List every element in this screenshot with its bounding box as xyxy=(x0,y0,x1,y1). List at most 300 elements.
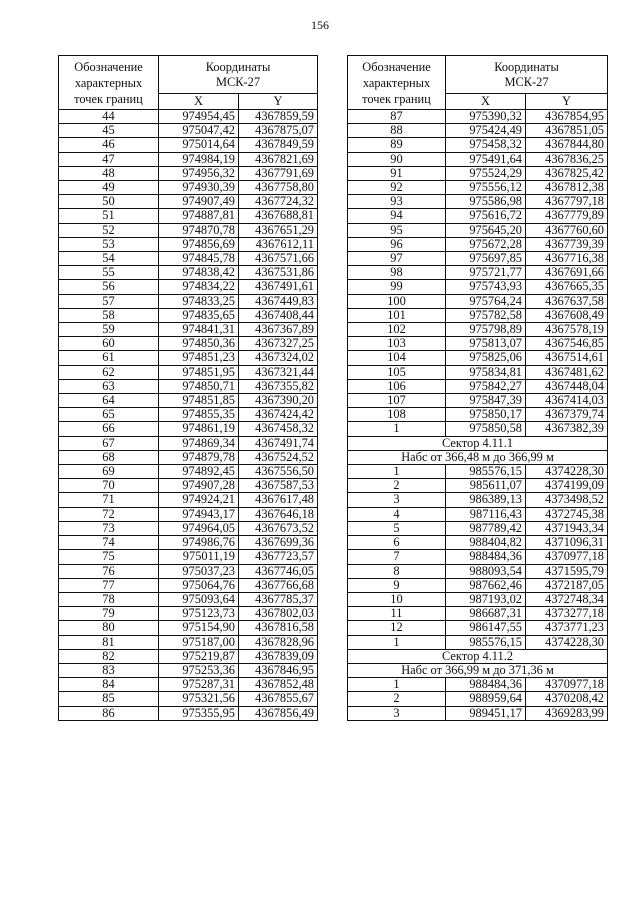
point-number-cell: 90 xyxy=(348,152,446,166)
point-number-cell: 107 xyxy=(348,394,446,408)
y-coordinate-cell: 4367491,61 xyxy=(239,280,318,294)
x-coordinate-cell: 985576,15 xyxy=(446,635,526,649)
y-coordinate-cell: 4367524,52 xyxy=(239,450,318,464)
x-coordinate-cell: 975743,93 xyxy=(446,280,526,294)
table-row xyxy=(59,365,318,379)
table-row xyxy=(59,507,318,521)
y-coordinate-cell: 4367646,18 xyxy=(239,507,318,521)
point-number-cell: 62 xyxy=(59,365,159,379)
y-coordinate-cell: 4367766,68 xyxy=(239,578,318,592)
point-number-cell: 103 xyxy=(348,337,446,351)
y-coordinate-cell: 4367458,32 xyxy=(239,422,318,436)
table-row xyxy=(348,536,608,550)
point-number-cell: 94 xyxy=(348,209,446,223)
x-coordinate-cell: 975424,49 xyxy=(446,124,526,138)
x-coordinate-cell: 975847,39 xyxy=(446,394,526,408)
y-coordinate-cell: 4367785,37 xyxy=(239,592,318,606)
coordinates-title: Координаты xyxy=(205,59,271,74)
x-coordinate-cell: 987193,02 xyxy=(446,592,526,606)
y-header: Y xyxy=(526,94,608,110)
y-coordinate-cell: 4367608,49 xyxy=(526,308,608,322)
point-number-cell: 11 xyxy=(348,607,446,621)
y-coordinate-cell: 4373277,18 xyxy=(526,607,608,621)
x-coordinate-cell: 975524,29 xyxy=(446,166,526,180)
point-number-cell: 44 xyxy=(59,110,159,124)
table-row xyxy=(348,351,608,365)
table-row xyxy=(348,493,608,507)
table-row xyxy=(348,323,608,337)
table-row xyxy=(348,138,608,152)
point-number-cell: 92 xyxy=(348,181,446,195)
table-row xyxy=(59,692,318,706)
y-coordinate-cell: 4367637,58 xyxy=(526,294,608,308)
x-coordinate-cell: 975253,36 xyxy=(159,663,239,677)
x-coordinate-cell: 988404,82 xyxy=(446,536,526,550)
point-number-cell: 67 xyxy=(59,436,159,450)
point-number-cell: 52 xyxy=(59,223,159,237)
table-row xyxy=(59,152,318,166)
x-coordinate-cell: 988484,36 xyxy=(446,550,526,564)
point-number-cell: 73 xyxy=(59,521,159,535)
y-coordinate-cell: 4374228,30 xyxy=(526,465,608,479)
table-row xyxy=(348,521,608,535)
table-row xyxy=(348,110,608,124)
point-number-cell: 64 xyxy=(59,394,159,408)
point-number-cell: 80 xyxy=(59,621,159,635)
point-number-cell: 77 xyxy=(59,578,159,592)
y-coordinate-cell: 4367531,86 xyxy=(239,266,318,280)
point-number-cell: 6 xyxy=(348,536,446,550)
x-coordinate-cell: 974851,85 xyxy=(159,394,239,408)
y-coordinate-cell: 4374228,30 xyxy=(526,635,608,649)
table-row xyxy=(59,465,318,479)
x-coordinate-cell: 975586,98 xyxy=(446,195,526,209)
table-row xyxy=(59,436,318,450)
point-number-cell: 1 xyxy=(348,422,446,436)
point-number-cell: 96 xyxy=(348,237,446,251)
point-number-cell: 99 xyxy=(348,280,446,294)
point-number-cell: 65 xyxy=(59,408,159,422)
x-coordinate-cell: 975616,72 xyxy=(446,209,526,223)
y-coordinate-cell: 4367324,02 xyxy=(239,351,318,365)
point-number-cell: 57 xyxy=(59,294,159,308)
right-table-body xyxy=(348,110,608,721)
y-coordinate-cell: 4367716,38 xyxy=(526,252,608,266)
y-coordinate-cell: 4367760,60 xyxy=(526,223,608,237)
coordinate-system: МСК-27 xyxy=(215,74,261,89)
point-number-cell: 63 xyxy=(59,379,159,393)
x-coordinate-cell: 974924,21 xyxy=(159,493,239,507)
table-row xyxy=(59,479,318,493)
point-number-cell: 58 xyxy=(59,308,159,322)
x-coordinate-cell: 975697,85 xyxy=(446,252,526,266)
point-number-cell: 102 xyxy=(348,323,446,337)
coordinate-system: МСК-27 xyxy=(504,74,549,89)
y-coordinate-cell: 4372187,05 xyxy=(526,578,608,592)
table-row xyxy=(59,237,318,251)
x-coordinate-cell: 975154,90 xyxy=(159,621,239,635)
x-coordinate-cell: 974851,23 xyxy=(159,351,239,365)
x-coordinate-cell: 975813,07 xyxy=(446,337,526,351)
point-number-cell: 72 xyxy=(59,507,159,521)
x-coordinate-cell: 974834,22 xyxy=(159,280,239,294)
y-coordinate-cell: 4371595,79 xyxy=(526,564,608,578)
point-number-cell: 2 xyxy=(348,479,446,493)
table-row xyxy=(348,266,608,280)
coordinates-table-right xyxy=(347,55,608,721)
y-coordinate-cell: 4370977,18 xyxy=(526,678,608,692)
table-row xyxy=(348,209,608,223)
y-coordinate-cell: 4367414,03 xyxy=(526,394,608,408)
x-coordinate-cell: 985611,07 xyxy=(446,479,526,493)
point-number-cell: 46 xyxy=(59,138,159,152)
point-number-cell: 105 xyxy=(348,365,446,379)
y-coordinate-cell: 4367491,74 xyxy=(239,436,318,450)
y-coordinate-cell: 4367851,05 xyxy=(526,124,608,138)
y-coordinate-cell: 4367578,19 xyxy=(526,323,608,337)
y-coordinate-cell: 4367390,20 xyxy=(239,394,318,408)
y-coordinate-cell: 4367665,35 xyxy=(526,280,608,294)
table-row xyxy=(348,507,608,521)
y-coordinate-cell: 4367587,53 xyxy=(239,479,318,493)
y-coordinate-cell: 4367688,81 xyxy=(239,209,318,223)
point-number-cell: 84 xyxy=(59,678,159,692)
point-number-cell: 74 xyxy=(59,536,159,550)
y-coordinate-cell: 4367844,80 xyxy=(526,138,608,152)
x-coordinate-cell: 974845,78 xyxy=(159,252,239,266)
x-coordinate-cell: 975798,89 xyxy=(446,323,526,337)
table-row xyxy=(59,649,318,663)
table-row xyxy=(59,223,318,237)
x-coordinate-cell: 989451,17 xyxy=(446,706,526,720)
point-number-cell: 45 xyxy=(59,124,159,138)
x-coordinate-cell: 975037,23 xyxy=(159,564,239,578)
x-coordinate-cell: 974861,19 xyxy=(159,422,239,436)
x-coordinate-cell: 975287,31 xyxy=(159,678,239,692)
table-row xyxy=(59,280,318,294)
table-row xyxy=(59,166,318,180)
x-coordinate-cell: 975093,64 xyxy=(159,592,239,606)
sector-row xyxy=(348,450,608,464)
table-row xyxy=(59,521,318,535)
y-coordinate-cell: 4367651,29 xyxy=(239,223,318,237)
x-coordinate-cell: 987116,43 xyxy=(446,507,526,521)
point-number-cell: 1 xyxy=(348,465,446,479)
y-coordinate-cell: 4367382,39 xyxy=(526,422,608,436)
table-row xyxy=(348,252,608,266)
y-coordinate-cell: 4367673,52 xyxy=(239,521,318,535)
x-coordinate-cell: 974856,69 xyxy=(159,237,239,251)
table-row xyxy=(348,706,608,720)
x-coordinate-cell: 986389,13 xyxy=(446,493,526,507)
x-coordinate-cell: 974851,95 xyxy=(159,365,239,379)
y-coordinate-cell: 4367839,09 xyxy=(239,649,318,663)
point-number-cell: 71 xyxy=(59,493,159,507)
table-row xyxy=(348,308,608,322)
table-row xyxy=(59,564,318,578)
sector-row xyxy=(348,436,608,450)
x-coordinate-cell: 988093,54 xyxy=(446,564,526,578)
table-row xyxy=(348,592,608,606)
point-number-cell: 3 xyxy=(348,493,446,507)
point-number-cell: 79 xyxy=(59,607,159,621)
y-coordinate-cell: 4372748,34 xyxy=(526,592,608,606)
sector-elevation: Набс от 366,99 м до 371,36 м xyxy=(348,663,608,677)
table-row xyxy=(348,280,608,294)
table-row xyxy=(59,337,318,351)
x-coordinate-cell: 974850,36 xyxy=(159,337,239,351)
point-number-cell: 61 xyxy=(59,351,159,365)
x-coordinate-cell: 986687,31 xyxy=(446,607,526,621)
point-number-cell: 75 xyxy=(59,550,159,564)
coordinates-table-left xyxy=(58,55,318,721)
x-coordinate-cell: 974870,78 xyxy=(159,223,239,237)
table-row xyxy=(348,166,608,180)
y-coordinate-cell: 4367854,95 xyxy=(526,110,608,124)
y-coordinate-cell: 4367367,89 xyxy=(239,323,318,337)
point-number-cell: 76 xyxy=(59,564,159,578)
y-coordinate-cell: 4367327,25 xyxy=(239,337,318,351)
x-coordinate-cell: 974954,45 xyxy=(159,110,239,124)
table-row xyxy=(348,422,608,436)
y-coordinate-cell: 4367825,42 xyxy=(526,166,608,180)
point-number-cell: 78 xyxy=(59,592,159,606)
x-coordinate-cell: 975458,32 xyxy=(446,138,526,152)
point-number-cell: 70 xyxy=(59,479,159,493)
table-row xyxy=(59,592,318,606)
y-coordinate-cell: 4370208,42 xyxy=(526,692,608,706)
x-coordinate-cell: 988959,64 xyxy=(446,692,526,706)
table-row xyxy=(348,394,608,408)
table-row xyxy=(348,408,608,422)
x-coordinate-cell: 974930,39 xyxy=(159,181,239,195)
point-number-cell: 91 xyxy=(348,166,446,180)
point-number-cell: 81 xyxy=(59,635,159,649)
x-header: X xyxy=(159,94,239,110)
point-number-cell: 12 xyxy=(348,621,446,635)
y-coordinate-cell: 4367481,62 xyxy=(526,365,608,379)
table-row xyxy=(348,181,608,195)
table-row xyxy=(348,365,608,379)
point-number-cell: 69 xyxy=(59,465,159,479)
x-coordinate-cell: 974838,42 xyxy=(159,266,239,280)
table-row xyxy=(59,536,318,550)
x-coordinate-cell: 974964,05 xyxy=(159,521,239,535)
point-number-cell: 54 xyxy=(59,252,159,266)
y-coordinate-cell: 4367724,32 xyxy=(239,195,318,209)
y-coordinate-cell: 4367855,67 xyxy=(239,692,318,706)
y-coordinate-cell: 4370977,18 xyxy=(526,550,608,564)
point-number-cell: 93 xyxy=(348,195,446,209)
y-coordinate-cell: 4367379,74 xyxy=(526,408,608,422)
table-row xyxy=(348,294,608,308)
table-row xyxy=(59,351,318,365)
x-coordinate-cell: 975123,73 xyxy=(159,607,239,621)
table-row xyxy=(59,678,318,692)
table-row xyxy=(59,308,318,322)
y-coordinate-cell: 4367836,25 xyxy=(526,152,608,166)
point-number-cell: 97 xyxy=(348,252,446,266)
y-coordinate-cell: 4367617,48 xyxy=(239,493,318,507)
point-number-cell: 95 xyxy=(348,223,446,237)
left-table-body xyxy=(59,110,318,721)
x-coordinate-cell: 975645,20 xyxy=(446,223,526,237)
y-coordinate-cell: 4367612,11 xyxy=(239,237,318,251)
y-coordinate-cell: 4367812,38 xyxy=(526,181,608,195)
y-coordinate-cell: 4367739,39 xyxy=(526,237,608,251)
point-number-cell: 4 xyxy=(348,507,446,521)
table-row xyxy=(348,465,608,479)
point-number-cell: 66 xyxy=(59,422,159,436)
point-number-cell: 8 xyxy=(348,564,446,578)
point-number-cell: 88 xyxy=(348,124,446,138)
point-number-cell: 3 xyxy=(348,706,446,720)
x-coordinate-cell: 975187,00 xyxy=(159,635,239,649)
y-coordinate-cell: 4367791,69 xyxy=(239,166,318,180)
x-coordinate-cell: 974943,17 xyxy=(159,507,239,521)
y-coordinate-cell: 4367746,05 xyxy=(239,564,318,578)
table-row xyxy=(59,266,318,280)
x-coordinate-cell: 974850,71 xyxy=(159,379,239,393)
x-coordinate-cell: 988484,36 xyxy=(446,678,526,692)
x-coordinate-cell: 975672,28 xyxy=(446,237,526,251)
coordinates-header xyxy=(446,56,608,94)
table-row xyxy=(59,181,318,195)
table-row xyxy=(59,394,318,408)
x-coordinate-cell: 975782,58 xyxy=(446,308,526,322)
y-coordinate-cell: 4367514,61 xyxy=(526,351,608,365)
point-number-cell: 101 xyxy=(348,308,446,322)
point-number-cell: 9 xyxy=(348,578,446,592)
point-number-cell: 51 xyxy=(59,209,159,223)
x-coordinate-cell: 975064,76 xyxy=(159,578,239,592)
x-coordinate-cell: 974907,28 xyxy=(159,479,239,493)
table-row xyxy=(59,450,318,464)
table-row xyxy=(348,635,608,649)
sector-row xyxy=(348,649,608,663)
point-number-cell: 2 xyxy=(348,692,446,706)
sector-title: Сектор 4.11.2 xyxy=(348,649,608,663)
x-coordinate-cell: 975764,24 xyxy=(446,294,526,308)
point-number-cell: 108 xyxy=(348,408,446,422)
point-number-cell: 10 xyxy=(348,592,446,606)
point-number-cell: 104 xyxy=(348,351,446,365)
x-coordinate-cell: 974887,81 xyxy=(159,209,239,223)
table-row xyxy=(348,578,608,592)
table-row xyxy=(348,223,608,237)
table-row xyxy=(59,110,318,124)
y-coordinate-cell: 4367424,42 xyxy=(239,408,318,422)
y-coordinate-cell: 4367856,49 xyxy=(239,706,318,720)
x-coordinate-cell: 975556,12 xyxy=(446,181,526,195)
table-row xyxy=(348,479,608,493)
y-coordinate-cell: 4367355,82 xyxy=(239,379,318,393)
y-coordinate-cell: 4372745,38 xyxy=(526,507,608,521)
point-number-cell: 89 xyxy=(348,138,446,152)
y-coordinate-cell: 4369283,99 xyxy=(526,706,608,720)
y-coordinate-cell: 4373771,23 xyxy=(526,621,608,635)
x-coordinate-cell: 975321,56 xyxy=(159,692,239,706)
x-coordinate-cell: 975491,64 xyxy=(446,152,526,166)
y-coordinate-cell: 4367875,07 xyxy=(239,124,318,138)
x-coordinate-cell: 975850,17 xyxy=(446,408,526,422)
point-number-cell: 83 xyxy=(59,663,159,677)
table-row xyxy=(59,635,318,649)
x-coordinate-cell: 975842,27 xyxy=(446,379,526,393)
point-number-cell: 59 xyxy=(59,323,159,337)
x-coordinate-cell: 974892,45 xyxy=(159,465,239,479)
coordinates-title: Координаты xyxy=(494,59,559,74)
table-row xyxy=(348,692,608,706)
y-coordinate-cell: 4367723,57 xyxy=(239,550,318,564)
y-coordinate-cell: 4367758,80 xyxy=(239,181,318,195)
x-coordinate-cell: 975047,42 xyxy=(159,124,239,138)
x-coordinate-cell: 974833,25 xyxy=(159,294,239,308)
y-coordinate-cell: 4367816,58 xyxy=(239,621,318,635)
table-row xyxy=(348,550,608,564)
x-coordinate-cell: 975825,06 xyxy=(446,351,526,365)
point-number-cell: 5 xyxy=(348,521,446,535)
x-coordinate-cell: 974907,49 xyxy=(159,195,239,209)
x-header: X xyxy=(446,94,526,110)
y-coordinate-cell: 4367321,44 xyxy=(239,365,318,379)
x-coordinate-cell: 975011,19 xyxy=(159,550,239,564)
x-coordinate-cell: 975219,87 xyxy=(159,649,239,663)
point-number-cell: 82 xyxy=(59,649,159,663)
point-number-cell: 7 xyxy=(348,550,446,564)
designation-header: Обозначение характерных точек границ xyxy=(59,56,159,110)
point-number-cell: 47 xyxy=(59,152,159,166)
point-number-cell: 50 xyxy=(59,195,159,209)
y-coordinate-cell: 4367449,83 xyxy=(239,294,318,308)
table-row xyxy=(348,678,608,692)
table-row xyxy=(59,493,318,507)
table-row xyxy=(348,621,608,635)
sector-title: Сектор 4.11.1 xyxy=(348,436,608,450)
point-number-cell: 56 xyxy=(59,280,159,294)
table-row xyxy=(348,379,608,393)
y-coordinate-cell: 4371096,31 xyxy=(526,536,608,550)
table-row xyxy=(59,607,318,621)
table-row xyxy=(348,564,608,578)
table-row xyxy=(59,209,318,223)
table-row xyxy=(348,337,608,351)
table-row xyxy=(348,195,608,209)
x-coordinate-cell: 974841,31 xyxy=(159,323,239,337)
x-coordinate-cell: 974855,35 xyxy=(159,408,239,422)
y-coordinate-cell: 4367859,59 xyxy=(239,110,318,124)
point-number-cell: 86 xyxy=(59,706,159,720)
x-coordinate-cell: 975850,58 xyxy=(446,422,526,436)
y-coordinate-cell: 4367699,36 xyxy=(239,536,318,550)
y-coordinate-cell: 4367448,04 xyxy=(526,379,608,393)
table-row xyxy=(59,252,318,266)
x-coordinate-cell: 987789,42 xyxy=(446,521,526,535)
x-coordinate-cell: 974835,65 xyxy=(159,308,239,322)
point-number-cell: 87 xyxy=(348,110,446,124)
y-coordinate-cell: 4367802,03 xyxy=(239,607,318,621)
y-coordinate-cell: 4367546,85 xyxy=(526,337,608,351)
sector-row xyxy=(348,663,608,677)
y-coordinate-cell: 4374199,09 xyxy=(526,479,608,493)
table-row xyxy=(59,124,318,138)
table-row xyxy=(59,195,318,209)
sector-elevation: Набс от 366,48 м до 366,99 м xyxy=(348,450,608,464)
point-number-cell: 49 xyxy=(59,181,159,195)
point-number-cell: 100 xyxy=(348,294,446,308)
x-coordinate-cell: 974984,19 xyxy=(159,152,239,166)
y-coordinate-cell: 4371943,34 xyxy=(526,521,608,535)
